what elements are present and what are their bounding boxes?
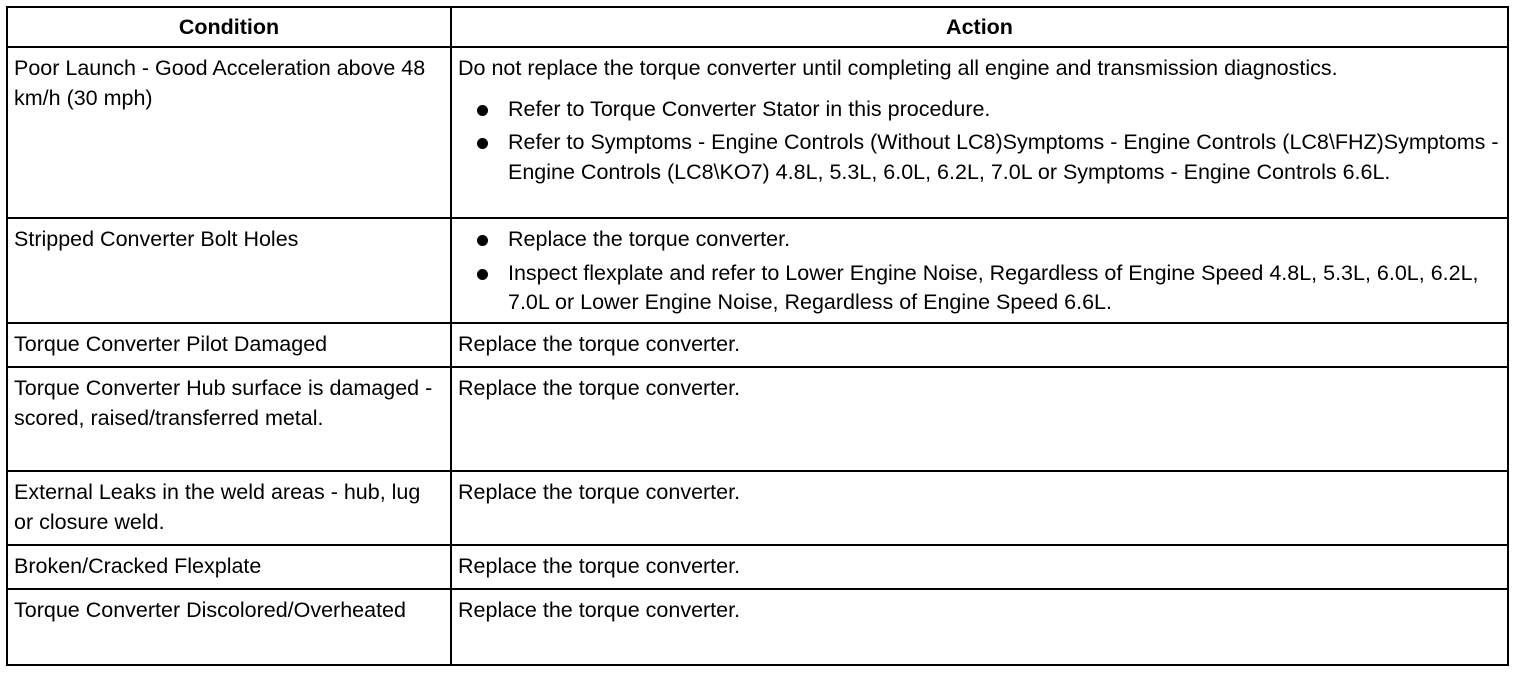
bullet-icon: [477, 235, 488, 246]
action-cell: Replace the torque converter.: [451, 323, 1508, 367]
table-row: [7, 367, 1508, 471]
table-row: [7, 471, 1508, 545]
bullet-text: Inspect flexplate and refer to Lower Engine Noise, Regardless of Engine Speed 4.8L, 5.3L, 6.0L, 6.2L, 7.0L or Lower Engine Noise, Regardless of Engine Speed 6.6L.: [508, 260, 1479, 314]
condition-cell: External Leaks in the weld areas - hub, lug or closure weld.: [7, 471, 451, 545]
action-cell: Replace the torque converter.: [451, 545, 1508, 589]
bullet-icon: [477, 269, 488, 280]
condition-cell: Poor Launch - Good Acceleration above 48 km/h (30 mph): [7, 47, 451, 218]
action-cell: [451, 47, 1508, 218]
bullet-icon: [477, 105, 488, 116]
table-row: [7, 47, 1508, 218]
condition-cell: Torque Converter Hub surface is damaged - scored, raised/transferred metal.: [7, 367, 451, 471]
condition-cell: Torque Converter Discolored/Overheated: [7, 589, 451, 665]
action-cell: [451, 218, 1508, 323]
header-row: [7, 7, 1508, 47]
action-bullet: [458, 95, 1501, 125]
action-bullet-list: [458, 225, 1501, 318]
condition-cell: Torque Converter Pilot Damaged: [7, 323, 451, 367]
bullet-text: Replace the torque converter.: [508, 227, 791, 251]
bullet-text: Refer to Symptoms - Engine Controls (Without LC8)Symptoms - Engine Controls (LC8\FHZ)Symptoms - Engine Controls (LC8\KO7) 4.8L, 5.3L, 6.0L, 6.2L, 7.0L or Symptoms - Engine Controls 6.6L.: [508, 130, 1499, 184]
diagnostic-table: [6, 6, 1509, 666]
bullet-text: Refer to Torque Converter Stator in this procedure.: [508, 96, 991, 121]
condition-cell: Broken/Cracked Flexplate: [7, 545, 451, 589]
action-cell: Replace the torque converter.: [451, 367, 1508, 471]
action-cell: Replace the torque converter.: [451, 589, 1508, 665]
table-row: [7, 545, 1508, 589]
action-header: Action: [451, 7, 1508, 47]
table-row: [7, 218, 1508, 323]
condition-header: Condition: [7, 7, 451, 47]
action-bullet: [458, 128, 1501, 187]
table-row: [7, 589, 1508, 665]
action-cell: Replace the torque converter.: [451, 471, 1508, 545]
condition-cell: Stripped Converter Bolt Holes: [7, 218, 451, 323]
action-text: Do not replace the torque converter until completing all engine and transmission diagnostics.: [458, 56, 1338, 80]
action-bullet-list: [458, 95, 1501, 188]
bullet-icon: [477, 138, 488, 149]
action-bullet: [458, 259, 1501, 318]
table-row: [7, 323, 1508, 367]
action-bullet: [458, 225, 1501, 255]
